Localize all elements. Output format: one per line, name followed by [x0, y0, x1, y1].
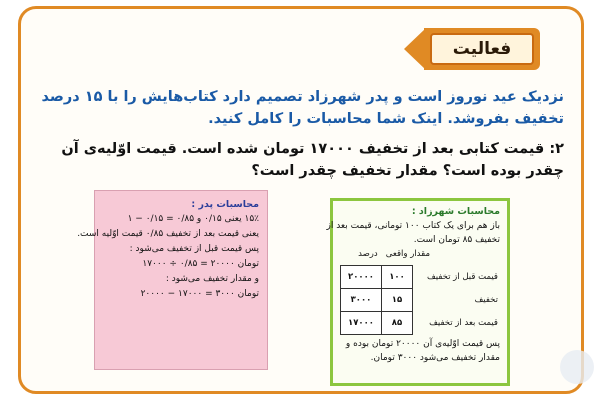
- row-value: ۱۷۰۰۰: [341, 312, 382, 335]
- row-value: ۲۰۰۰۰: [341, 266, 382, 289]
- row-percent: ۱۰۰: [382, 266, 413, 289]
- shahrzad-line: باز هم برای یک کتاب ۱۰۰ تومانی، قیمت بعد از: [326, 221, 500, 231]
- shahrzad-line: پس قیمت اوّلیه‌ی آن ۲۰۰۰۰ تومان بوده و: [345, 339, 500, 349]
- row-value: ۳۰۰۰: [341, 289, 382, 312]
- row-label: قیمت قبل از تخفیف: [426, 272, 498, 282]
- table-header-right: درصد: [358, 249, 378, 259]
- father-line: و مقدار تخفیف می‌شود :: [165, 274, 259, 284]
- row-percent: ۱۵: [382, 289, 413, 312]
- shahrzad-calculations-title: محاسبات شهرزاد :: [411, 206, 500, 217]
- row-label: تخفیف: [474, 295, 498, 305]
- shahrzad-calculations-box: [326, 198, 510, 386]
- table-header-left: مقدار واقعی: [385, 249, 430, 259]
- badge-title: فعالیت: [430, 33, 534, 65]
- intro-text: نزدیک عید نوروز است و پدر شهرزاد تصمیم دارد کتاب‌هایش را با ۱۵ درصد تخفیف بفروشد. اینک شما محاسبات را کامل کنید.: [41, 89, 564, 127]
- percent-table: [340, 265, 500, 335]
- shahrzad-line: مقدار تخفیف می‌شود ۳۰۰۰ تومان.: [370, 353, 500, 363]
- badge-arrow-icon: [404, 28, 426, 70]
- table-row: [341, 312, 501, 335]
- father-calculations-box: [77, 190, 268, 370]
- row-label: قیمت بعد از تخفیف: [429, 318, 498, 328]
- table-header: [340, 247, 500, 261]
- watermark-logo-icon: [560, 350, 594, 384]
- row-percent: ۸۵: [382, 312, 413, 335]
- activity-badge: [404, 28, 540, 70]
- father-line: تومان ۳۰۰۰ = ۱۷۰۰۰ − ۲۰۰۰۰: [140, 289, 259, 299]
- shahrzad-line: تخفیف ۸۵ تومان است.: [413, 235, 500, 245]
- question-text: ۲: قیمت کتابی بعد از تخفیف ۱۷۰۰۰ تومان شده است. قیمت اوّلیه‌ی آن چقدر بوده است؟ مقدار تخفیف چقدر است؟: [61, 141, 564, 179]
- table-row: [341, 289, 501, 312]
- father-line: یعنی قیمت بعد از تخفیف ۰/۸۵ قیمت اوّلیه است.: [77, 229, 259, 239]
- father-line: ۱۵٪ یعنی ۰/۱۵ و ۰/۸۵ = ۰/۱۵ − ۱: [127, 214, 259, 224]
- father-line: پس قیمت قبل از تخفیف می‌شود :: [129, 244, 259, 254]
- father-calculations-title: محاسبات پدر :: [191, 199, 259, 210]
- table-row: [341, 266, 501, 289]
- father-line: تومان ۲۰۰۰۰ = ۰/۸۵ ÷ ۱۷۰۰۰: [142, 259, 259, 269]
